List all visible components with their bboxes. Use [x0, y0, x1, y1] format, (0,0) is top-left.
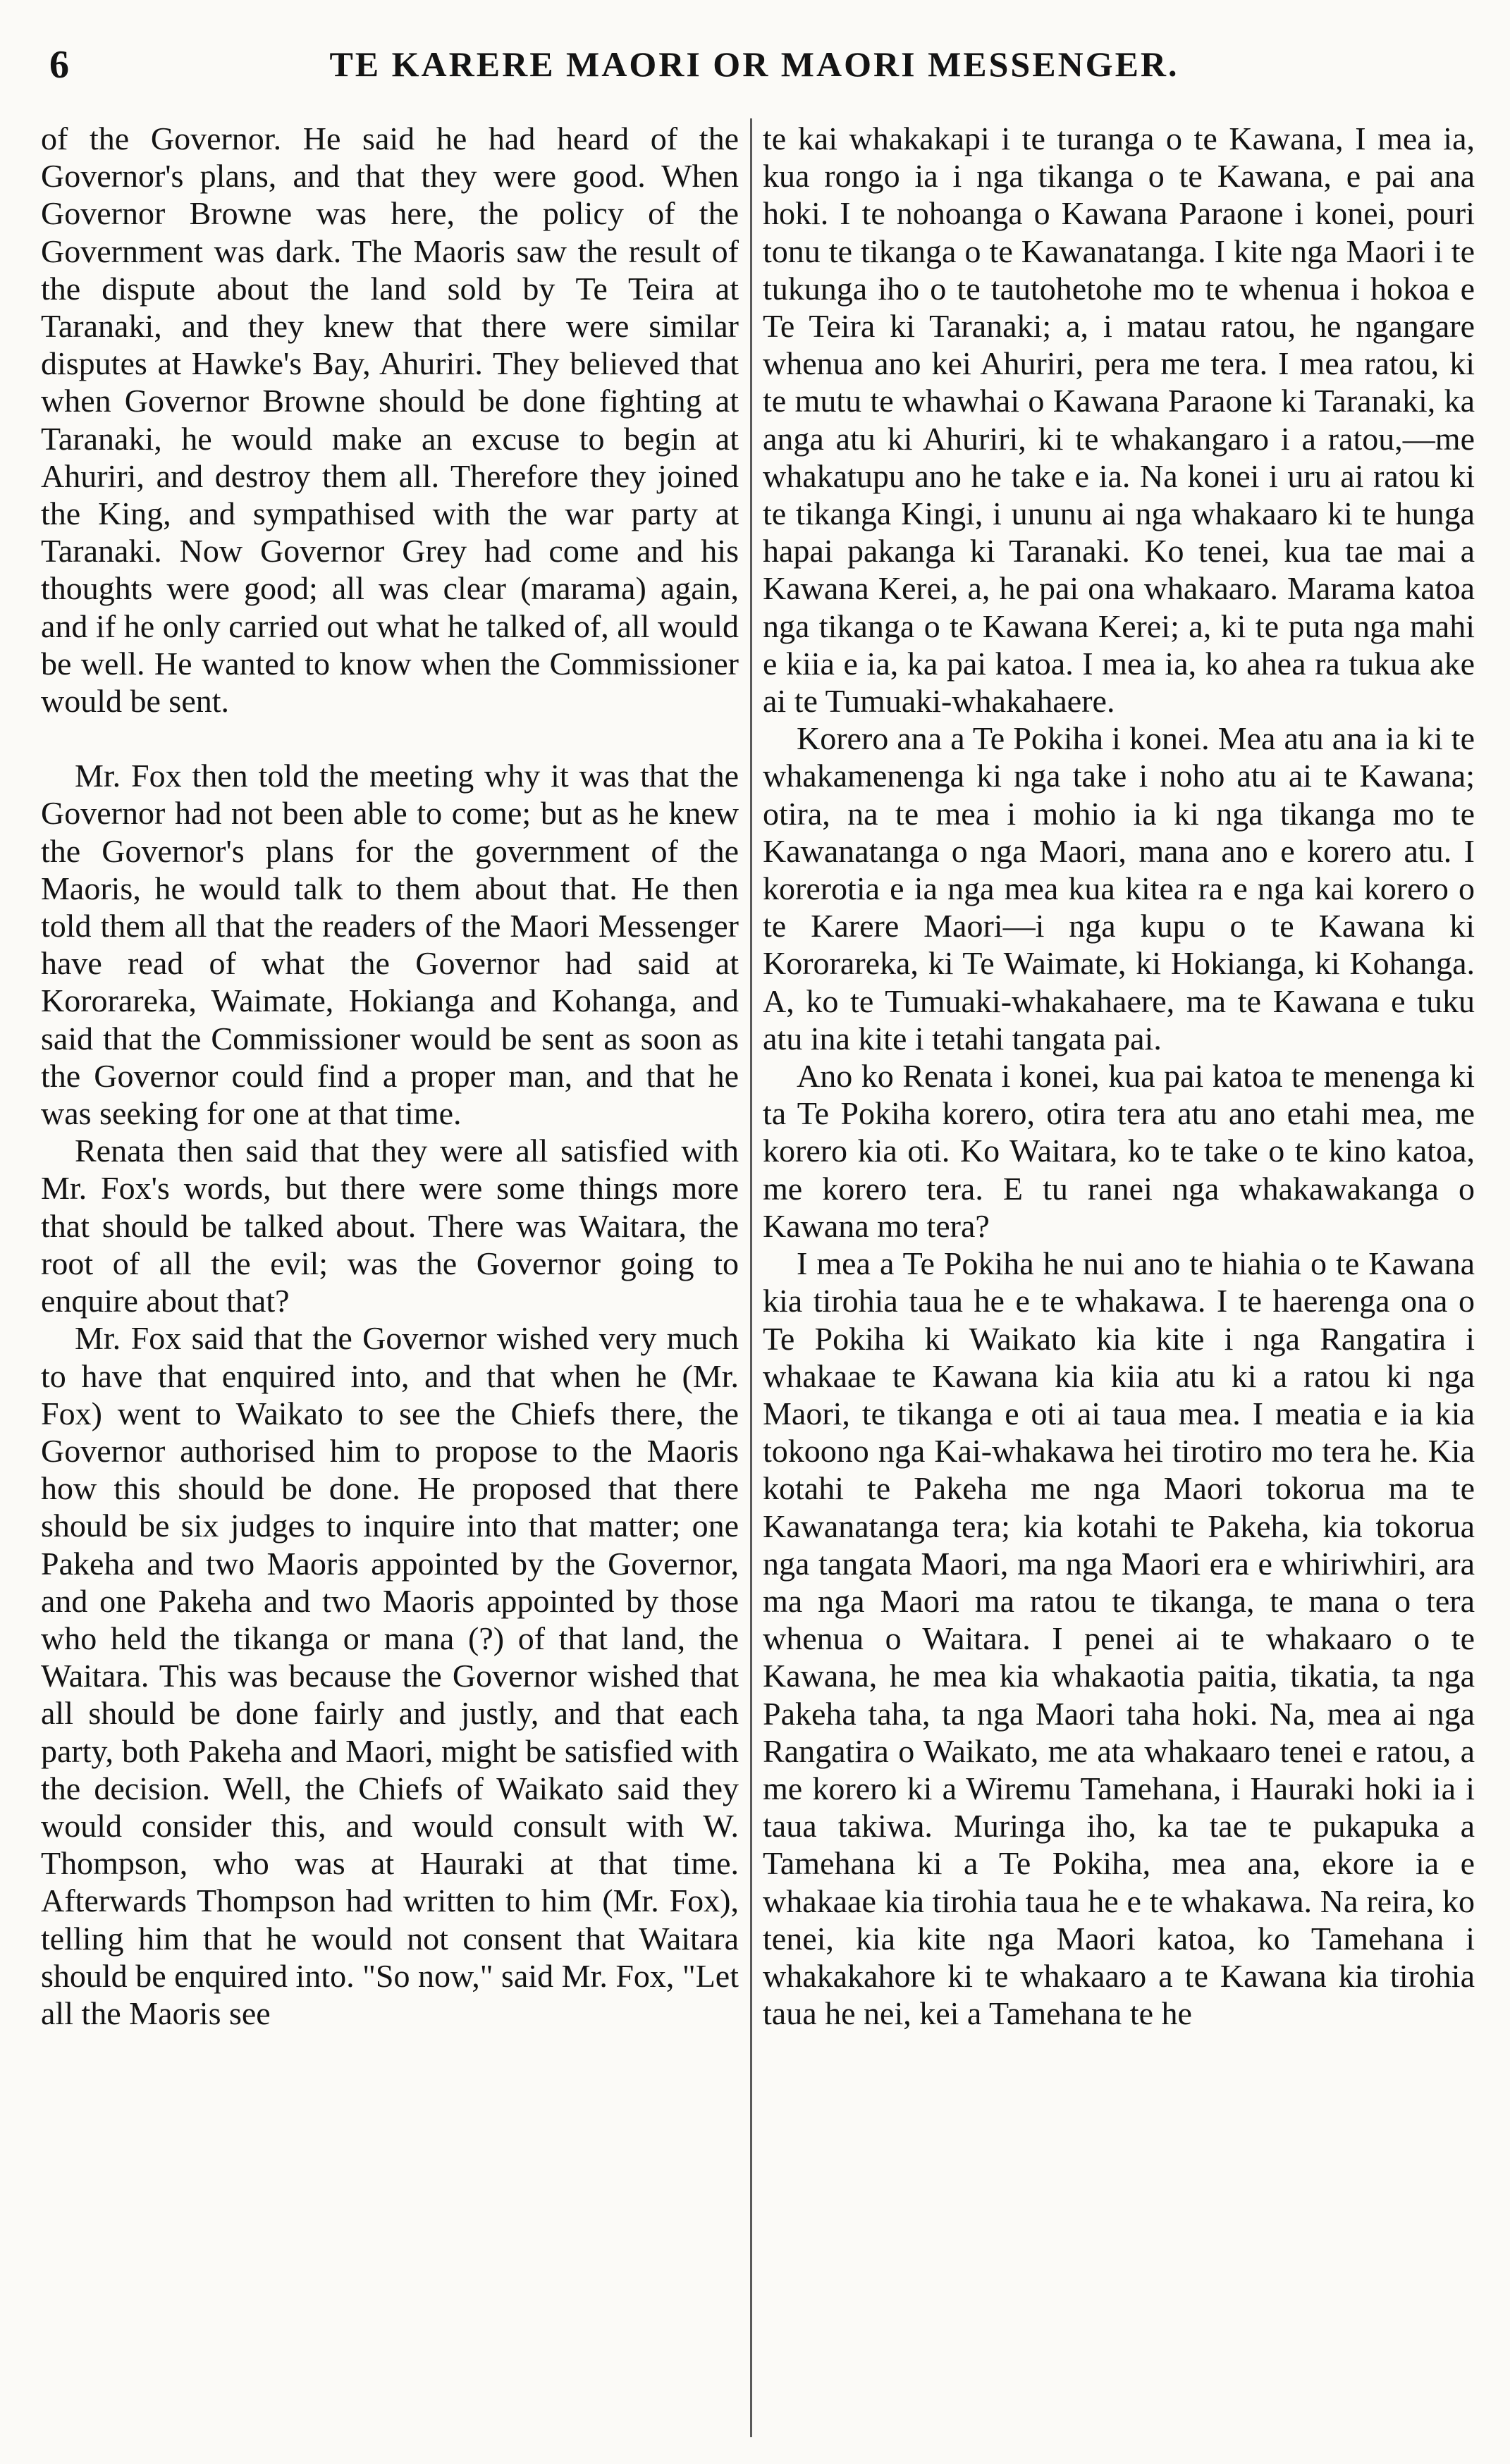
maori-paragraph: Korero ana a Te Pokiha i konei. Mea atu ana ia ki te whakamenenga ki nga take i noho atu ai te Kawana; otira, na te mea i mohio ia ki nga tikanga mo te Kawanatanga o nga Maori, mana ano e korero atu. I korerotia e ia nga mea kua kitea ra e nga kai korero o te Karere Maori—i nga kupu o te Kawana ki Kororareka, ki Te Waimate, ki Hokianga, ki Kohanga. A, ko te Tumuaki-whakahaere, ma te Kawana e tuku atu ina kite i tetahi tangata pai.: [763, 720, 1475, 1057]
english-paragraph: Mr. Fox said that the Governor wished very much to have that enquired into, and that when he (Mr. Fox) went to Waikato to see the Chiefs there, the Governor authorised him to propose to the Maoris how this should be done. He proposed that there should be six judges to inquire into that matter; one Pakeha and two Maoris appointed by the Governor, and one Pakeha and two Maoris appointed by those who held the tikanga or mana (?) of that land, the Waitara. This was because the Governor wished that all should be done fairly and justly, and that each party, both Pakeha and Maori, might be satisfied with the decision. Well, the Chiefs of Waikato said they would consider this, and would consult with W. Thompson, who was at Hauraki at that time. Afterwards Thompson had written to him (Mr. Fox), telling him that he would not consent that Waitara should be enquired into. "So now," said Mr. Fox, "Let all the Maoris see: [41, 1320, 739, 2031]
page-number: 6: [49, 43, 70, 87]
english-paragraph: of the Governor. He said he had heard of the Governor's plans, and that they were good. When Governor Browne was here, the policy of the Government was dark. The Maoris saw the result of the dispute about the land sold by Te Teira at Taranaki, and they knew that there were similar disputes at Hawke's Bay, Ahuriri. They believed that when Governor Browne should be done fighting at Taranaki, he would make an excuse to begin at Ahuriri, and destroy them all. Therefore they joined the King, and sympathised with the war party at Taranaki. Now Governor Grey had come and his thoughts were good; all was clear (marama) again, and if he only carried out what he talked of, all would be well. He wanted to know when the Commissioner would be sent.: [41, 121, 739, 720]
maori-paragraph: I mea a Te Pokiha he nui ano te hiahia o te Kawana kia tirohia taua he e te whakawa. I te haerenga ona o Te Pokiha ki Waikato kia kite i nga Rangatira i whakaae te Kawana kia kiia atu ki a ratou ki nga Maori, te tikanga e oti ai taua mea. I meatia e ia kia tokoono nga Kai-whakawa hei tirotiro mo tera he. Kia kotahi te Pakeha me nga Maori tokorua ma te Kawanatanga tera; kia kotahi te Pakeha, kia tokorua nga tangata Maori, ma nga Maori era e whiriwhiri, ara ma nga Maori ma ratou te tikanga, te mana o tera whenua o Waitara. I penei ai te whakaaro o te Kawana, he mea kia whakaotia paitia, tikatia, ta nga Pakeha taha, ta nga Maori taha hoki. Na, mea ai nga Rangatira o Waikato, me ata whakaaro tenei e ratou, a me korero ki a Wiremu Tamehana, i Hauraki hoki ia i taua takiwa. Muringa iho, ka tae te pukapuka a Tamehana ki a Te Pokiha, mea ana, ekore ia e whakaae kia tirohia taua he e te whakawa. Na reira, ko tenei, kia kite nga Maori katoa, ko Tamehana i whakakahore ki te whakaaro a te Kawana kia tirohia taua he nei, kei a Tamehana te he: [763, 1245, 1475, 2032]
maori-paragraph: Ano ko Renata i konei, kua pai katoa te menenga ki ta Te Pokiha korero, otira tera atu ano etahi mea, me korero kia oti. Ko Waitara, ko te take o te kino katoa, me korero tera. E tu ranei nga whakawakanga o Kawana mo tera?: [763, 1058, 1475, 1244]
english-paragraph: Renata then said that they were all satisfied with Mr. Fox's words, but there were some things more that should be talked about. There was Waitara, the root of all the evil; was the Governor going to enquire about that?: [41, 1133, 739, 1319]
english-column: [41, 120, 739, 2446]
running-title: TE KARERE MAORI OR MAORI MESSENGER.: [329, 44, 1179, 84]
maori-column: [763, 120, 1475, 2446]
column-divider: [750, 118, 752, 2437]
page-header: [28, 37, 1480, 100]
maori-paragraph: te kai whakakapi i te turanga o te Kawana, I mea ia, kua rongo ia i nga tikanga o te Kawana, e pai ana hoki. I te nohoanga o Kawana Paraone i konei, pouri tonu te tikanga o te Kawanatanga. I kite nga Maori i te tukunga iho o te tautohetohe mo te whenua i hokoa e Te Teira ki Taranaki; a, i matau ratou, he ngangare whenua ano kei Ahuriri, pera me tera. I mea ratou, ki te mutu te whawhai o Kawana Paraone ki Taranaki, ka anga atu ki Ahuriri, ki te whakangaro i a ratou,—me whakatupu ano he take e ia. Na konei i uru ai ratou ki te tikanga Kingi, i ununu ai nga whakaaro ki te hunga hapai pakanga ki Taranaki. Ko tenei, kua tae mai a Kawana Kerei, a, he pai ona whakaaro. Marama katoa nga tikanga o te Kawana Kerei; a, ki te puta nga mahi e kiia e ia, ka pai katoa. I mea ia, ko ahea ra tukua ake ai te Tumuaki-whakahaere.: [763, 121, 1475, 720]
english-paragraph: Mr. Fox then told the meeting why it was that the Governor had not been able to come; but as he knew the Governor's plans for the government of the Maoris, he would talk to them about that. He then told them all that the readers of the Maori Messenger have read of what the Governor had said at Kororareka, Waimate, Hokianga and Kohanga, and said that the Commissioner would be sent as soon as the Governor could find a proper man, and that he was seeking for one at that time.: [41, 758, 739, 1132]
